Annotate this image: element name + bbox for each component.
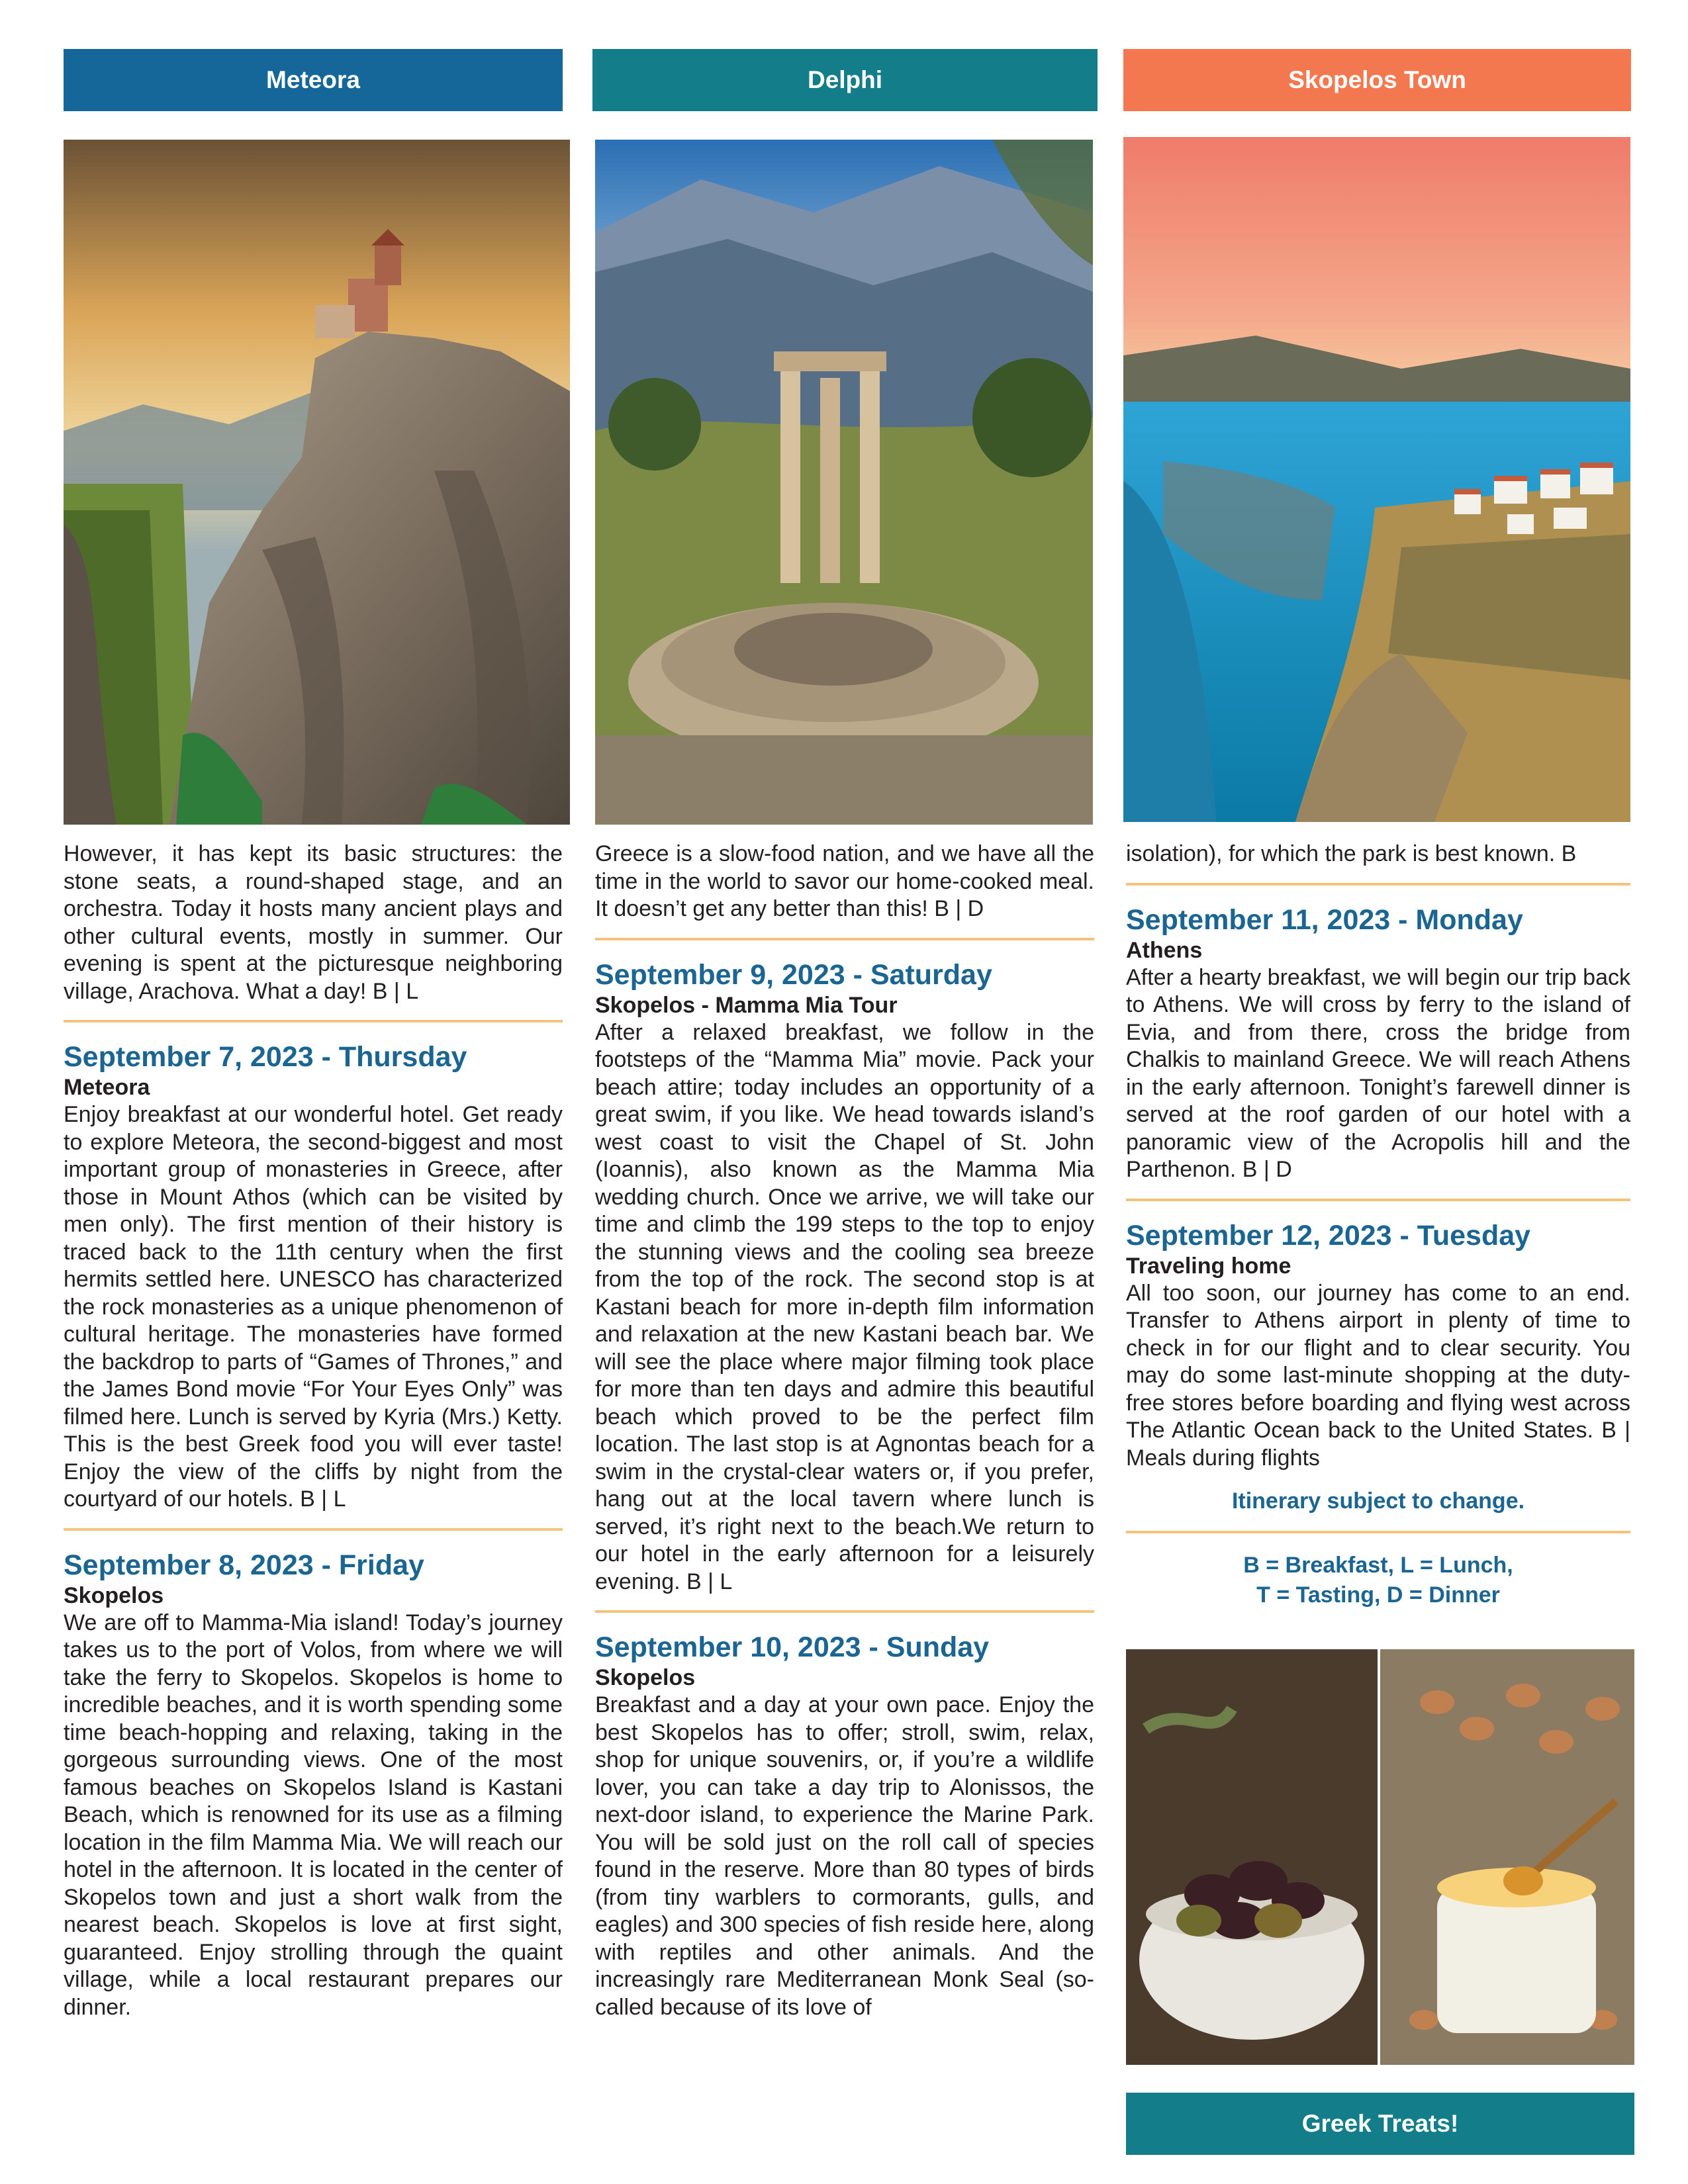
day-body-sept11: After a hearty breakfast, we will begin our trip back to Athens. We will cross by ferry to the island of Evia, and from there, cross the bridge from Chalkis to mainland Greece. We will reach Athens in the early afternoon. Tonight’s farewell dinner is served at the roof garden of our hotel with a panoramic view of the Acropolis hill and the Parthenon. B | D bbox=[1126, 964, 1630, 1182]
meal-legend-line-1: B = Breakfast, L = Lunch, bbox=[1243, 1553, 1513, 1578]
itinerary-change-note: Itinerary subject to change. bbox=[1231, 1488, 1525, 1514]
day-title-sept9: September 9, 2023 - Saturday bbox=[595, 958, 992, 991]
day-subtitle-sept9: Skopelos - Mamma Mia Tour bbox=[595, 992, 898, 1018]
column1-intro: However, it has kept its basic structures: the stone seats, a round-shaped stage, and an orchestra. Today it hosts many ancient plays and other cultural events, mostly in summer. Our evening is spent at the picturesque neighboring village, Arachova. What a day! B | L bbox=[64, 841, 563, 1004]
delphi-photo bbox=[595, 140, 1093, 825]
day-body-sept12: All too soon, our journey has come to an end. Transfer to Athens airport in plenty of time to check in for our flight and to clear security. You may do some last-minute shopping at the duty-free stores before boarding and flying west across The Atlantic Ocean back to the United States. B | Meals during flights bbox=[1126, 1280, 1630, 1471]
column2-intro: Greece is a slow-food nation, and we have all the time in the world to savor our home-cooked meal. It doesn’t get any better than this! B | D bbox=[595, 841, 1094, 921]
day-title-sept12: September 12, 2023 - Tuesday bbox=[1126, 1219, 1531, 1251]
day-subtitle-sept7: Meteora bbox=[64, 1075, 150, 1100]
day-body-sept8: We are off to Mamma-Mia island! Today’s journey takes us to the port of Volos, from where we will take the ferry to Skopelos. Skopelos is home to incredible beaches, and it is worth spending some time beach-hopping and relaxing, taking in the gorgeous surrounding views. One of the most famous beaches on Skopelos Island is Kastani Beach, which is renowned for its use as a filming location in the film Mamma Mia. We will reach our hotel in the afternoon. It is located in the center of Skopelos town and just a short walk from the nearest beach. Skopelos is love at first sight, guaranteed. Enjoy strolling through the quaint village, while a local restaurant prepares our dinner. bbox=[64, 1610, 563, 2020]
column-3 bbox=[1126, 841, 1630, 1610]
greek-treats-photo bbox=[1126, 1649, 1634, 2065]
day-body-sept9: After a relaxed breakfast, we follow in the footsteps of the “Mamma Mia” movie. Pack your beach attire; today includes an opportunity of a great swim, if you like. We head towards island’s west coast to visit the Chapel of St. John (Ioannis), also known as the Mamma Mia wedding church. Once we arrive, we will take our time and climb the 199 steps to the top to enjoy the stunning views and the cooling sea breeze from the top of the rock. The second stop is at Kastani beach for more in-depth film information and relaxation at the new Kastani beach bar. We will see the place where major filming took place for more than ten days and admire this beautiful beach which proved to be the perfect film location. The last stop is at Agnontas beach for a swim in the crystal-clear waters or, if you prefer, hang out at the local tavern where lunch is served, it’s right next to the beach.We return to our hotel in the early afternoon for a leisurely evening. B | L bbox=[595, 1019, 1094, 1594]
divider bbox=[64, 1020, 563, 1023]
day-title-sept10: September 10, 2023 - Sunday bbox=[595, 1631, 990, 1663]
column-2 bbox=[595, 841, 1094, 2021]
day-title-sept11: September 11, 2023 - Monday bbox=[1126, 903, 1523, 936]
day-title-sept8: September 8, 2023 - Friday bbox=[64, 1549, 424, 1581]
divider bbox=[1126, 883, 1630, 886]
day-title-sept7: September 7, 2023 - Thursday bbox=[64, 1041, 467, 1073]
meteora-photo bbox=[64, 140, 570, 825]
day-subtitle-sept12: Traveling home bbox=[1126, 1253, 1291, 1279]
meal-legend-line-2: T = Tasting, D = Dinner bbox=[1256, 1582, 1500, 1608]
banner-skopelos-town: Skopelos Town bbox=[1123, 49, 1631, 111]
day-subtitle-sept11: Athens bbox=[1126, 937, 1203, 963]
column3-intro: isolation), for which the park is best known. B bbox=[1126, 841, 1577, 866]
day-body-sept10: Breakfast and a day at your own pace. Enjoy the best Skopelos has to offer; stroll, swim, relax, shop for unique souvenirs, or, if you’re a wildlife lover, you can take a day trip to Alonissos, the next-door island, to experience the Marine Park. You will be sold just on the roll call of species found in the reserve. More than 80 types of birds (from tiny warblers to cormorants, gulls, and eagles) and 300 species of fish reside here, along with reptiles and other animals. And the increasingly rare Mediterranean Monk Seal (so-called because of its love of bbox=[595, 1692, 1094, 2020]
divider bbox=[64, 1528, 563, 1531]
day-subtitle-sept8: Skopelos bbox=[64, 1582, 164, 1608]
skopelos-town-photo bbox=[1123, 137, 1630, 822]
banner-delphi: Delphi bbox=[592, 49, 1098, 111]
divider bbox=[1126, 1199, 1630, 1201]
day-subtitle-sept10: Skopelos bbox=[595, 1665, 696, 1690]
divider bbox=[1126, 1531, 1630, 1533]
day-body-sept7: Enjoy breakfast at our wonderful hotel. Get ready to explore Meteora, the second-biggest and most important group of monasteries in Greece, after those in Mount Athos (which can be visited by men only). The first mention of their history is traced back to the 11th century when the first hermits settled here. UNESCO has characterized the rock monasteries as a unique phenomenon of cultural heritage. The monasteries have formed the backdrop to parts of “Games of Thrones,” and the James Bond movie “For Your Eyes Only” was filmed here. Lunch is served by Kyria (Mrs.) Ketty. This is the best Greek food you will ever taste! Enjoy the view of the cliffs by night from the courtyard of our hotels. B | L bbox=[64, 1102, 563, 1512]
banner-meteora: Meteora bbox=[64, 49, 563, 111]
divider bbox=[595, 938, 1094, 940]
column-1 bbox=[64, 841, 563, 2021]
banner-greek-treats: Greek Treats! bbox=[1126, 2093, 1634, 2155]
divider bbox=[595, 1610, 1094, 1613]
